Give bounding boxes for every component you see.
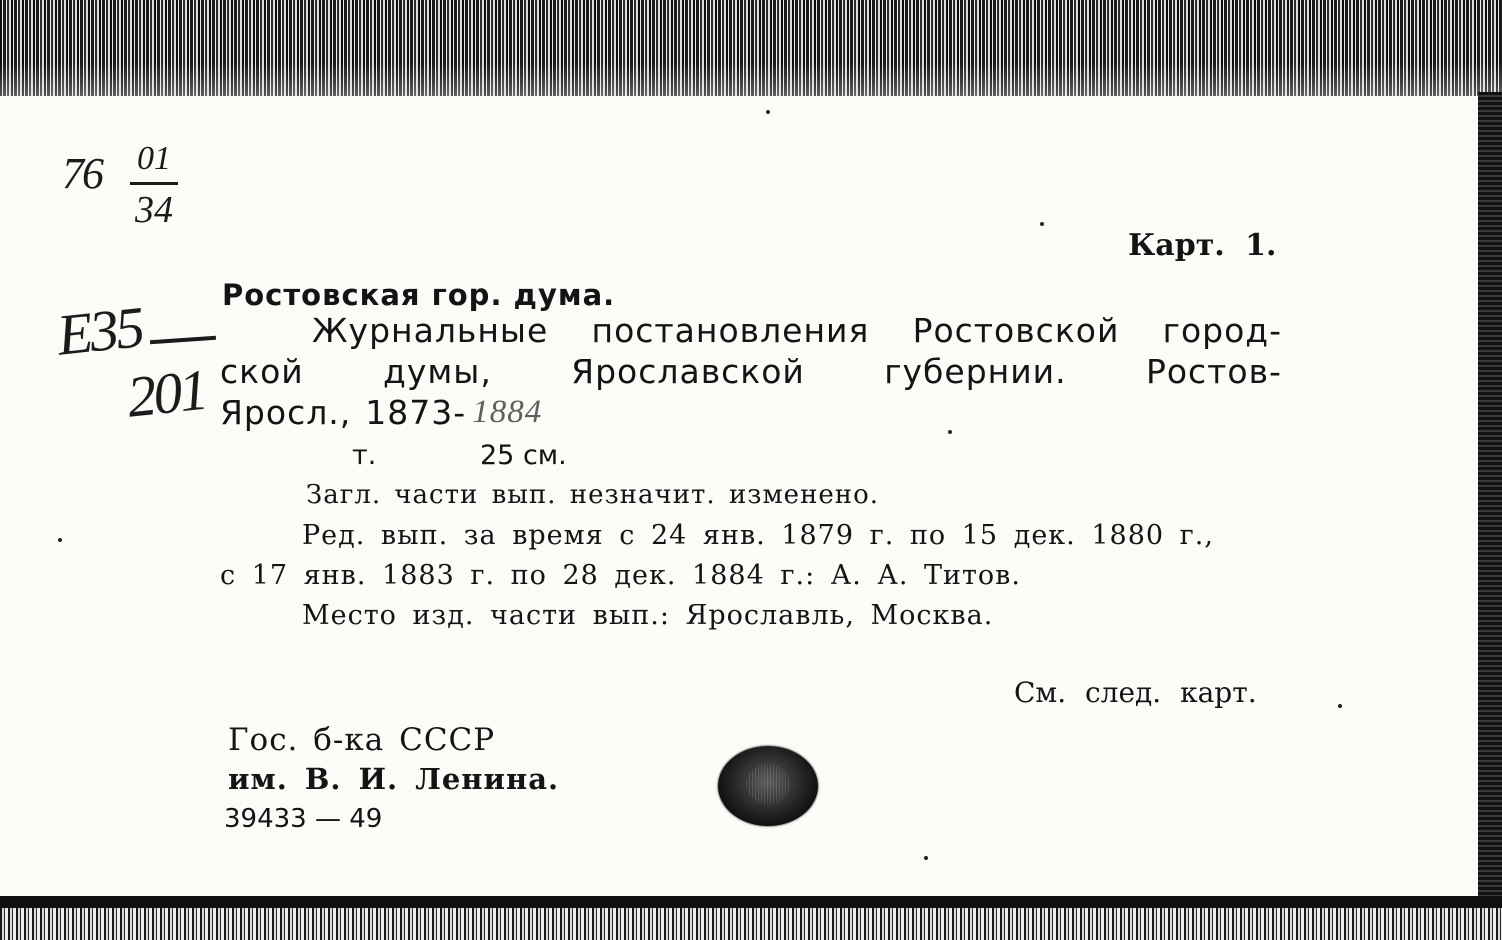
handwritten-end-year: 1884 xyxy=(472,394,543,430)
card-number: Карт. 1. xyxy=(1128,228,1277,263)
scanner-strip-bottom xyxy=(0,908,1502,940)
scan-speck xyxy=(948,430,952,434)
handwritten-code: E35 xyxy=(54,294,145,368)
fraction-numerator: 01 xyxy=(137,140,171,177)
scan-speck xyxy=(58,538,62,542)
title-word: 1873- xyxy=(365,393,467,432)
punch-hole xyxy=(718,746,818,826)
card-right-edge xyxy=(1478,92,1502,904)
scan-speck xyxy=(1040,222,1044,226)
fraction-denominator: 34 xyxy=(135,189,173,231)
handwritten-subcode: 201 xyxy=(124,356,209,430)
handwritten-fraction xyxy=(128,140,180,231)
title-block xyxy=(220,310,1282,433)
handwritten-shelf-number: 76 xyxy=(62,149,102,198)
title-word: Ростовской xyxy=(912,311,1120,350)
library-name: Гос. б-ка СССР xyxy=(228,722,496,758)
card-bottom-edge xyxy=(0,896,1502,908)
scan-speck xyxy=(766,110,770,114)
note-editor-line-2: с 17 янв. 1883 г. по 28 дек. 1884 г.: А. А. Титов. xyxy=(220,560,1021,591)
author-heading: Ростовская гор. дума. xyxy=(222,278,616,312)
library-dedication: им. В. И. Ленина. xyxy=(228,762,560,796)
note-place-of-publication: Место изд. части вып.: Ярославль, Москва. xyxy=(302,600,994,631)
title-line-2 xyxy=(220,351,1282,392)
fraction-bar xyxy=(130,182,178,185)
title-word: губернии. xyxy=(884,352,1067,391)
title-word: город- xyxy=(1162,311,1282,350)
title-word: Журнальные xyxy=(312,311,549,350)
volumes-label: т. xyxy=(352,440,377,471)
title-gap xyxy=(351,392,365,433)
title-word: думы, xyxy=(383,352,492,391)
title-word: Ростов- xyxy=(1145,352,1282,391)
note-editor-line-1: Ред. вып. за время с 24 янв. 1879 г. по 15 дек. 1880 г., xyxy=(302,520,1214,551)
title-line-1 xyxy=(220,310,1282,351)
title-word: Яросл., xyxy=(220,393,352,432)
library-card-id: 39433 — 49 xyxy=(224,804,383,834)
title-line-3 xyxy=(220,392,1282,433)
scan-speck xyxy=(924,856,928,860)
scan-speck xyxy=(1338,704,1342,708)
size-label: 25 см. xyxy=(480,440,567,471)
see-next-card: См. след. карт. xyxy=(1014,676,1257,709)
title-word: ской xyxy=(220,352,304,391)
title-word: постановления xyxy=(591,311,870,350)
title-word: Ярославской xyxy=(571,352,805,391)
note-title-changed: Загл. части вып. незначит. изменено. xyxy=(306,480,880,510)
